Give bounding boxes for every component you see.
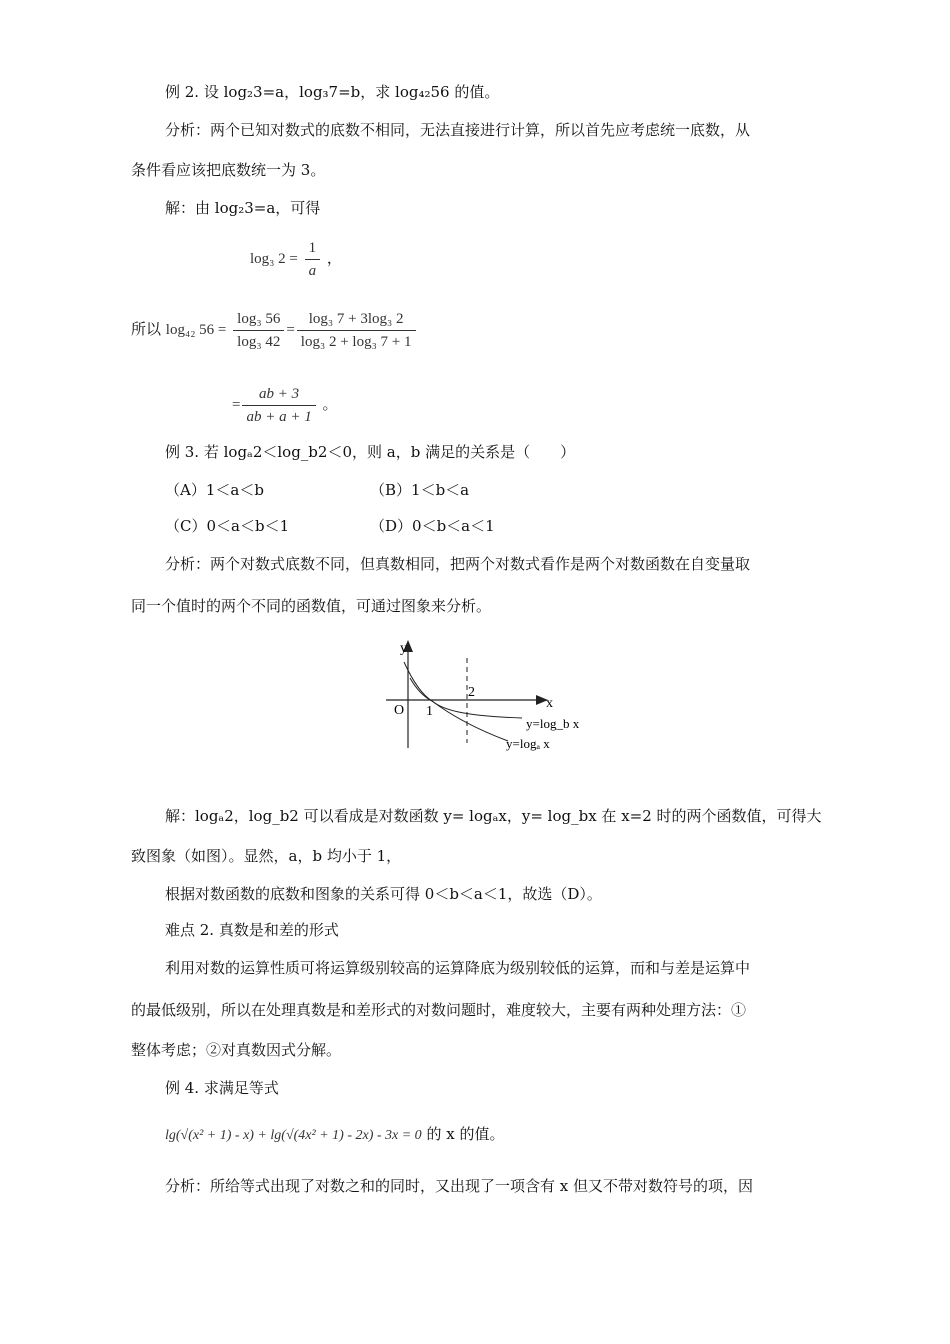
ex4-equation-line (165, 1124, 504, 1146)
curve-log-b (404, 662, 522, 718)
eq2-fraction-1 (233, 308, 284, 353)
curve-log-a (410, 678, 508, 741)
x-axis-label: x (546, 696, 553, 711)
tick-1-label: 1 (426, 704, 433, 719)
ex3-analysis-line1: 分析：两个对数式底数不同，但真数相同，把两个对数式看作是两个对数函数在自变量取 (165, 555, 751, 573)
ex2-solution-intro: 解：由 log₂3=a，可得 (165, 199, 321, 217)
eq3-fraction (242, 383, 315, 428)
eq1-denominator: a (308, 262, 317, 279)
difficulty-2-title: 难点 2. 真数是和差的形式 (165, 921, 339, 939)
equation-result: = $\frac{ab + 3}{ab + a + 1}$ 。 (232, 380, 338, 429)
tick-2-label: 2 (468, 685, 475, 700)
difficulty-2-paragraph-line1: 利用对数的运算性质可将运算级别较高的运算降底为级别较低的运算，而和与差是运算中 (165, 959, 751, 977)
curve-b-label: y=log_b x (526, 716, 580, 731)
curve-a-label: y=logₐ x (506, 736, 550, 751)
ex3-option-a: （A）1＜a＜b (165, 481, 264, 499)
ex3-option-c: （C）0＜a＜b＜1 (165, 517, 290, 535)
eq1-fraction (305, 237, 321, 282)
eq1-lhs: log₃ 2 = (250, 251, 298, 267)
ex4-equation: lg(√(x² + 1) - x) + lg(√(4x² + 1) - 2x) - 3x = 0 (165, 1128, 422, 1143)
ex3-title: 例 3. 若 logₐ2＜log_b2＜0，则 a，b 满足的关系是（ ） (165, 443, 576, 461)
difficulty-2-paragraph-line3: 整体考虑；②对真数因式分解。 (131, 1041, 342, 1059)
eq1-tail: ， (326, 249, 342, 267)
ex2-title: 例 2. 设 log₂3=a，log₃7=b，求 log₄₂56 的值。 (165, 83, 500, 101)
ex3-option-b: （B）1＜b＜a (370, 481, 470, 499)
ex3-analysis-line2: 同一个值时的两个不同的函数值，可通过图象来分析。 (131, 597, 492, 615)
eq2-lhs: log₄₂ 56 = (165, 322, 227, 338)
ex4-equation-tail: 的 x 的值。 (426, 1125, 505, 1143)
eq3-numerator: ab + 3 (242, 383, 315, 406)
ex3-solution-line2: 致图象（如图）。显然，a，b 均小于 1， (131, 847, 402, 865)
eq1-numerator: 1 (305, 237, 321, 260)
log-function-graph (380, 638, 600, 758)
difficulty-2-paragraph-line2: 的最低级别，所以在处理真数是和差形式的对数问题时，难度较大，主要有两种处理方法：① (131, 1001, 747, 1019)
ex4-title: 例 4. 求满足等式 (165, 1079, 279, 1097)
so-label: 所以 (131, 320, 162, 338)
ex4-analysis: 分析：所给等式出现了对数之和的同时，又出现了一项含有 x 但又不带对数符号的项，因 (165, 1177, 753, 1195)
eq3-denominator: ab + a + 1 (246, 408, 312, 425)
y-axis-label: y (400, 641, 407, 656)
ex3-solution-line3: 根据对数函数的底数和图象的关系可得 0＜b＜a＜1，故选（D）。 (165, 885, 602, 903)
eq2-f2-numerator: log₃ 7 + 3log₃ 2 (297, 308, 416, 331)
equation-log3-2 (250, 236, 342, 282)
eq2-f2-denominator: log₃ 2 + log₃ 7 + 1 (300, 333, 412, 350)
eq2-f1-numerator: log₃ 56 (233, 308, 284, 331)
ex2-analysis-line2: 条件看应该把底数统一为 3。 (131, 161, 326, 179)
origin-label: O (394, 703, 405, 718)
ex2-analysis-line1: 分析：两个已知对数式的底数不相同，无法直接进行计算，所以首先应考虑统一底数，从 (165, 121, 751, 139)
ex3-solution-line1: 解：logₐ2，log_b2 可以看成是对数函数 y= logₐx，y= log_bx 在 x=2 时的两个函数值，可得大 (165, 807, 822, 825)
eq2-f1-denominator: log₃ 42 (237, 333, 281, 350)
ex3-option-d: （D）0＜b＜a＜1 (370, 517, 495, 535)
eq3-tail: 。 (322, 395, 338, 413)
equation-log42-56: 所以 log₄₂ 56 = $\frac{\text{log₃ 56}}{\text{log₃ 42}}$ = $\frac{\text{log₃ 7 + 3log₃ 2}}{\text{log₃ 2 + log₃ 7 + 1}}$ (131, 300, 418, 359)
eq2-fraction-2 (297, 308, 416, 353)
